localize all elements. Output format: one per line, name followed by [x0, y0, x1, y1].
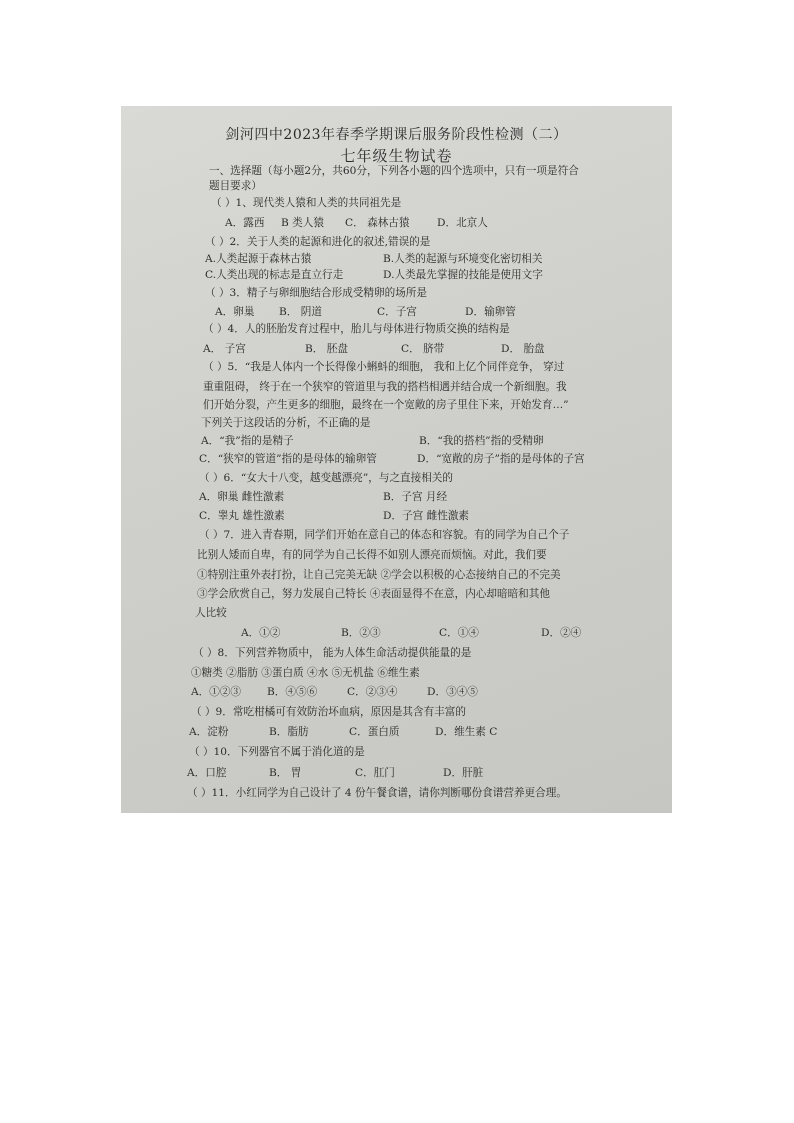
- q1-option-a: A．露西: [225, 217, 265, 229]
- q7-option-c: C．①④: [439, 627, 479, 639]
- q5-option-b: B．“我的搭档”指的受精卵: [419, 435, 544, 447]
- q8-option-b: B．④⑤⑥: [267, 686, 318, 698]
- q7-line-4: ③学会欣赏自己，努力发展自己特长 ④表面显得不在意，内心却暗暗和其他: [197, 588, 550, 600]
- exam-title: 剑河四中2023年春季学期课后服务阶段性检测（二）: [225, 127, 568, 143]
- q2-option-c: C.人类出现的标志是直立行走: [205, 269, 344, 281]
- exam-subtitle: 七年级生物试卷: [340, 147, 453, 165]
- exam-paper-photo: [121, 106, 672, 813]
- q1-option-d: D．北京人: [437, 217, 488, 229]
- q7-line-1: （ ）7．进入青春期，同学们开始在意自己的体态和容貌。有的同学为自己个子: [199, 529, 570, 541]
- q5-option-d: D．“宽敞的房子”指的是母体的子宫: [417, 453, 585, 465]
- q5-line-1: （ ）5．“我是人体内一个长得像小蝌蚪的细胞， 我和上亿个同伴竞争， 穿过: [203, 361, 565, 373]
- q6-option-d: D．子宫 雌性激素: [383, 510, 470, 522]
- q7-line-3: ①特别注重外表打扮，让自己完美无缺 ②学会以积极的心态接纳自己的不完美: [197, 569, 561, 581]
- q5-option-c: C．“狭窄的管道”指的是母体的输卵管: [199, 453, 377, 465]
- section-heading: 一、选择题（每小题2分，共60分，下列各小题的四个选项中，只有一项是符合: [209, 165, 579, 177]
- q9-option-d: D．维生素 C: [435, 726, 498, 738]
- q7-line-5: 人比较: [195, 607, 227, 619]
- q5-line-2: 重重阻碍， 终于在一个狭窄的管道里与我的搭档相遇并结合成一个新细胞。我: [203, 381, 567, 393]
- q7-option-a: A．①②: [241, 627, 281, 639]
- q8-items: ①糖类 ②脂肪 ③蛋白质 ④水 ⑤无机盐 ⑥维生素: [191, 667, 420, 679]
- q2-option-d: D.人类最先掌握的技能是使用文字: [383, 269, 543, 281]
- q4-option-a: A． 子宫: [203, 343, 246, 355]
- q10-stem: （ ）10．下列器官不属于消化道的是: [189, 746, 365, 758]
- q2-stem: （ ）2．关于人类的起源和进化的叙述,错误的是: [205, 236, 431, 248]
- q9-option-b: B．脂肪: [269, 726, 309, 738]
- q6-option-b: B．子宫 月经: [383, 491, 448, 503]
- q6-option-a: A．卵巢 雌性激素: [199, 491, 285, 503]
- q10-option-a: A．口腔: [187, 767, 227, 779]
- q4-option-d: D． 胎盘: [501, 343, 545, 355]
- q9-stem: （ ）9．常吃柑橘可有效防治坏血病，原因是其含有丰富的: [191, 706, 466, 718]
- q4-option-b: B． 胚盘: [305, 343, 348, 355]
- q3-option-b: B． 阴道: [279, 306, 322, 318]
- q10-option-b: B． 胃: [269, 767, 302, 779]
- q10-option-c: C．肛门: [355, 767, 395, 779]
- q1-option-c: C． 森林古猿: [345, 217, 410, 229]
- q3-option-a: A．卵巢: [215, 306, 255, 318]
- q4-option-c: C． 脐带: [401, 343, 445, 355]
- q8-option-a: A．①②③: [191, 686, 242, 698]
- q7-option-b: B．②③: [341, 627, 381, 639]
- q9-option-a: A．淀粉: [189, 726, 229, 738]
- q5-line-4: 下列关于这段话的分析，不正确的是: [201, 417, 371, 429]
- q4-stem: （ ）4．人的胚胎发育过程中，胎儿与母体进行物质交换的结构是: [203, 323, 510, 335]
- q5-option-a: A．“我”指的是精子: [201, 435, 294, 447]
- q8-option-d: D．③④⑤: [427, 686, 478, 698]
- q6-option-c: C．睾丸 雄性激素: [199, 510, 285, 522]
- q6-stem: （ ）6．“女大十八变，越变越漂亮”，与之直接相关的: [199, 472, 453, 484]
- q1-option-b: B 类人猿: [281, 217, 324, 229]
- section-heading-cont: 题目要求）: [209, 180, 262, 192]
- q1-stem: （ ）1、现代类人猿和人类的共同祖先是: [211, 197, 402, 209]
- q8-option-c: C．②③④: [347, 686, 398, 698]
- q9-option-c: C．蛋白质: [349, 726, 400, 738]
- q2-option-a: A.人类起源于森林古猿: [205, 253, 312, 265]
- q3-stem: （ ）3．精子与卵细胞结合形成受精卵的场所是: [205, 287, 427, 299]
- q7-line-2: 比别人矮而自卑，有的同学为自己长得不如别人漂亮而烦恼。对此，我们要: [197, 549, 547, 561]
- q8-stem: （ ）8．下列营养物质中， 能为人体生命活动提供能量的是: [193, 647, 472, 659]
- q7-option-d: D．②④: [541, 627, 582, 639]
- q10-option-d: D．肝脏: [443, 767, 484, 779]
- q2-option-b: B.人类的起源与环境变化密切相关: [383, 253, 543, 265]
- q3-option-d: D．输卵管: [465, 306, 516, 318]
- q5-line-3: 们开始分裂，产生更多的细胞，最终在一个宽敞的房子里住下来，开始发育…”: [203, 399, 569, 411]
- q11-stem: （ ）11．小红同学为自己设计了 4 份午餐食谱，请你判断哪份食谱营养更合理。: [187, 787, 567, 799]
- q3-option-c: C．子宫: [377, 306, 417, 318]
